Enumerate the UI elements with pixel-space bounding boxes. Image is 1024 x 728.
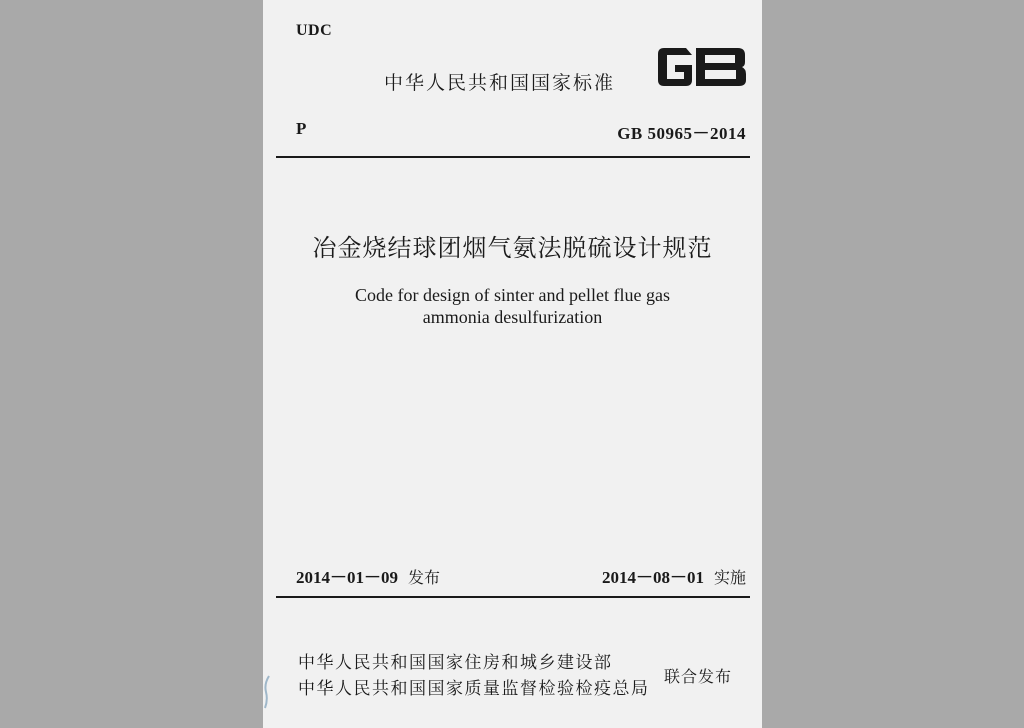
- bottom-rule: [276, 596, 750, 598]
- udc-label: UDC: [296, 22, 333, 39]
- stamp-fragment-icon: [263, 674, 273, 710]
- title-english-line-2: ammonia desulfurization: [422, 307, 603, 327]
- issue-date: 2014－01－09: [296, 568, 398, 587]
- effective-date-line: [602, 563, 746, 588]
- issue-date-line: [296, 563, 440, 588]
- joint-issue-label: 联合发布: [664, 667, 733, 686]
- effective-label: 实施: [713, 568, 746, 587]
- gb-logo: [656, 45, 748, 89]
- issuer-1: 中华人民共和国国家住房和城乡建设部: [298, 653, 613, 673]
- top-rule: [276, 156, 750, 158]
- left-margin: [0, 0, 263, 728]
- issuer-2: 中华人民共和国国家质量监督检验检疫总局: [298, 679, 650, 699]
- standard-number: GB 50965－2014: [617, 124, 746, 143]
- cover-page: [263, 0, 762, 728]
- right-margin: [762, 0, 1024, 728]
- gb-logo-text: GB: [656, 45, 658, 46]
- title-english: [263, 284, 762, 328]
- org-title: 中华人民共和国国家标准: [384, 72, 616, 94]
- effective-date: 2014－08－01: [601, 568, 704, 587]
- issue-label: 发布: [408, 568, 441, 587]
- title-english-line-1: Code for design of sinter and pellet flue gas: [355, 285, 670, 305]
- issuing-authorities: [298, 650, 650, 702]
- title-chinese: 冶金烧结球团烟气氨法脱硫设计规范: [312, 234, 713, 262]
- classification-code: P: [296, 119, 307, 138]
